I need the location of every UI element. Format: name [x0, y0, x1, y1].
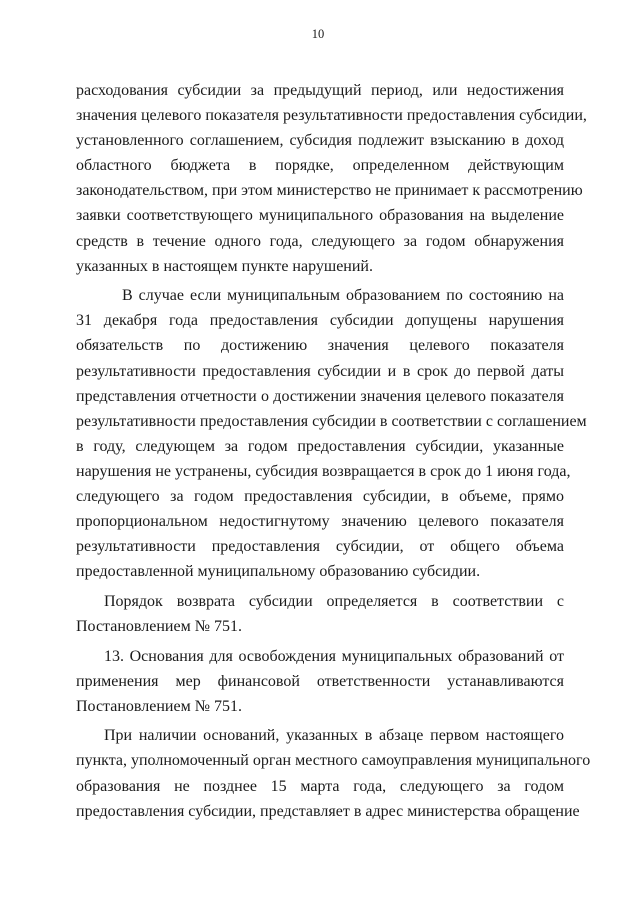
- text-line: следующего за годом предоставления субсидии, в объеме, прямо: [76, 488, 564, 505]
- text-line: предоставления субсидии, представляет в адрес министерства обращение: [76, 802, 580, 820]
- text-line: средств в течение одного года, следующего за годом обнаружения: [76, 232, 564, 250]
- text-line: представления отчетности о достижении значения целевого показателя: [76, 387, 564, 405]
- text-line: пункта, уполномоченный орган местного самоуправления муниципального: [76, 752, 591, 770]
- text-line: В случае если муниципальным образованием по состоянию на: [122, 287, 564, 305]
- paragraph: [76, 723, 591, 823]
- text-line: в году, следующем за годом предоставления субсидии, указанные: [76, 437, 564, 455]
- text-line: применения мер финансовой ответственности устанавливаются: [76, 672, 564, 690]
- text-line: Порядок возврата субсидии определяется в соответствии с: [104, 592, 564, 610]
- paragraph: [76, 644, 564, 719]
- text-line: При наличии оснований, указанных в абзаце первом настоящего: [104, 727, 564, 745]
- text-line: указанных в настоящем пункте нарушений.: [76, 257, 373, 275]
- paragraph: [76, 589, 564, 639]
- text-line: Постановлением № 751.: [76, 697, 242, 715]
- document-body: [76, 78, 591, 824]
- text-line: предоставленной муниципальному образованию субсидии.: [76, 563, 481, 581]
- text-line: 31 декабря года предоставления субсидии допущены нарушения: [76, 312, 564, 330]
- text-line: результативности предоставления субсидии и в срок до первой даты: [76, 362, 564, 380]
- paragraph: [76, 78, 587, 279]
- text-line: 13. Основания для освобождения муниципальных образований от: [104, 647, 564, 665]
- paragraph: [76, 283, 587, 584]
- text-line: нарушения не устранены, субсидия возвращается в срок до 1 июня года,: [76, 462, 571, 480]
- text-line: результативности предоставления субсидии, от общего объема: [76, 538, 564, 556]
- text-line: законодательством, при этом министерство не принимает к рассмотрению: [76, 182, 583, 200]
- page-number: 10: [311, 27, 325, 41]
- text-line: пропорциональном недостигнутому значению целевого показателя: [76, 513, 564, 531]
- text-line: заявки соответствующего муниципального образования на выделение: [76, 207, 564, 225]
- text-line: установленного соглашением, субсидия подлежит взысканию в доход: [76, 132, 564, 150]
- text-line: результативности предоставления субсидии в соответствии с соглашением: [76, 412, 587, 430]
- text-line: образования не позднее 15 марта года, следующего за годом: [76, 777, 564, 795]
- text-line: расходования субсидии за предыдущий период, или недостижения: [76, 82, 564, 99]
- text-line: обязательств по достижению значения целевого показателя: [76, 337, 564, 355]
- text-line: областного бюджета в порядке, определенном действующим: [76, 157, 564, 175]
- text-line: Постановлением № 751.: [76, 617, 242, 635]
- text-line: значения целевого показателя результативности предоставления субсидии,: [76, 107, 587, 125]
